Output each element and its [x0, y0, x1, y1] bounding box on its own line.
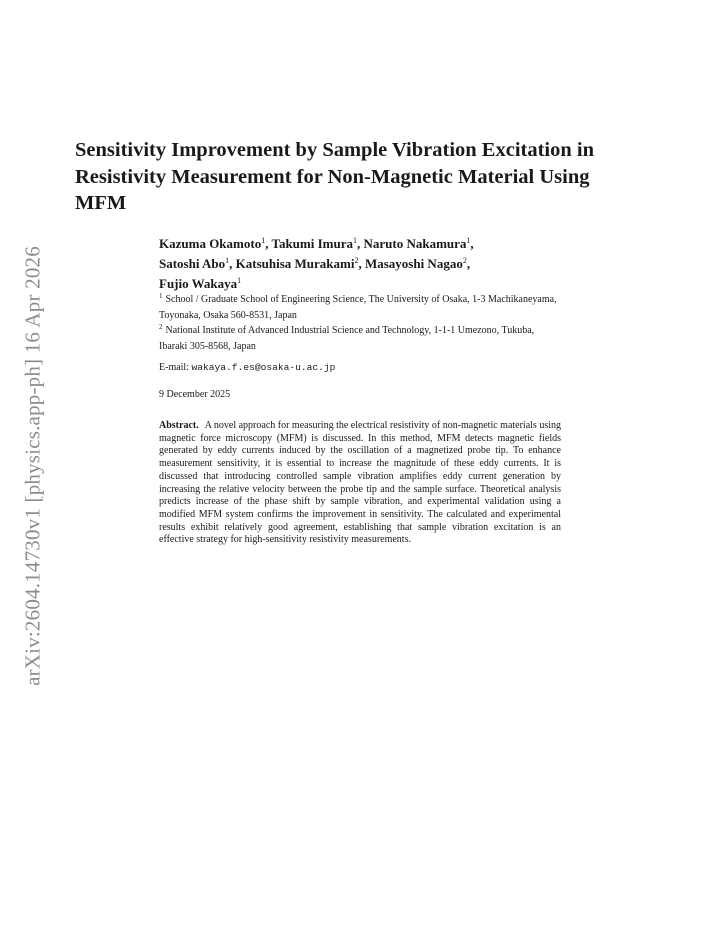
affiliation-mark: 1 — [159, 292, 163, 300]
author-affiliation-mark: 1 — [466, 236, 471, 245]
author-separator: , — [357, 236, 364, 251]
arxiv-identifier: arXiv:2604.14730v1 [physics.app-ph] 16 Apr 2026 — [20, 246, 45, 686]
paper-title: Sensitivity Improvement by Sample Vibration Excitation in Resistivity Measurement for Non-Magnetic Material Using MFM — [75, 139, 594, 214]
author-name: Katsuhisa Murakami — [235, 256, 355, 271]
affiliation-mark: 2 — [159, 323, 163, 331]
author-name: Takumi Imura — [271, 236, 353, 251]
email-address[interactable]: wakaya.f.es@osaka-u.ac.jp — [191, 362, 336, 373]
affiliation-text: National Institute of Advanced Industrial Science and Technology, 1-1-1 Umezono, Tukuba, Ibaraki 305-8568, Japan — [159, 325, 535, 352]
affiliation-item — [159, 323, 563, 354]
author-name: Masayoshi Nagao — [364, 256, 463, 271]
email-line — [159, 360, 563, 375]
submission-date: 9 December 2025 — [159, 389, 231, 400]
email-label: E-mail: — [159, 362, 189, 373]
author-affiliation-mark: 1 — [353, 236, 357, 245]
author-separator: , — [229, 256, 236, 271]
author-name: Kazuma Okamoto — [159, 236, 262, 251]
author-separator: , — [265, 236, 272, 251]
author-name: Naruto Nakamura — [363, 236, 467, 251]
author-separator: , — [358, 256, 365, 271]
author-name: Fujio Wakaya — [159, 276, 238, 291]
affiliation-list — [159, 292, 563, 354]
author-separator: , — [470, 236, 474, 251]
author-affiliation-mark: 1 — [225, 256, 230, 265]
author-affiliation-mark: 1 — [237, 276, 242, 285]
abstract-label: Abstract. — [159, 420, 199, 431]
abstract — [159, 420, 561, 547]
affiliation-text: School / Graduate School of Engineering Science, The University of Osaka, 1-3 Machikaneyama, Toyonaka, Osaka 560-8531, Japan — [159, 294, 557, 321]
author-list — [159, 234, 563, 294]
author-affiliation-mark: 2 — [354, 256, 359, 265]
author-affiliation-mark: 2 — [462, 256, 467, 265]
author-affiliation-mark: 1 — [261, 236, 266, 245]
abstract-text: A novel approach for measuring the electrical resistivity of non-magnetic materials using magnetic force microscopy (MFM) is discussed. In this method, MFM detects magnetic fields generated by eddy currents induced by the oscillation of a magnetized probe tip. To enhance measurement sensitivity, it is essential to increase the magnitude of these eddy currents. It is discussed that introducing controlled sample vibration amplifies eddy current generation by increasing the relative velocity between the probe tip and the sample surface. Theoretical analysis predicts increase of the phase shift by sample vibration, and experimental validation using a modified MFM system confirms the improvement in sensitivity. The calculated and experimental results exhibit relatively good agreement, establishing that sample vibration excitation is an effective strategy for high-sensitivity resistivity measurements. — [159, 420, 561, 546]
author-name: Satoshi Abo — [159, 256, 226, 271]
affiliation-item — [159, 292, 563, 323]
author-separator: , — [466, 256, 471, 271]
